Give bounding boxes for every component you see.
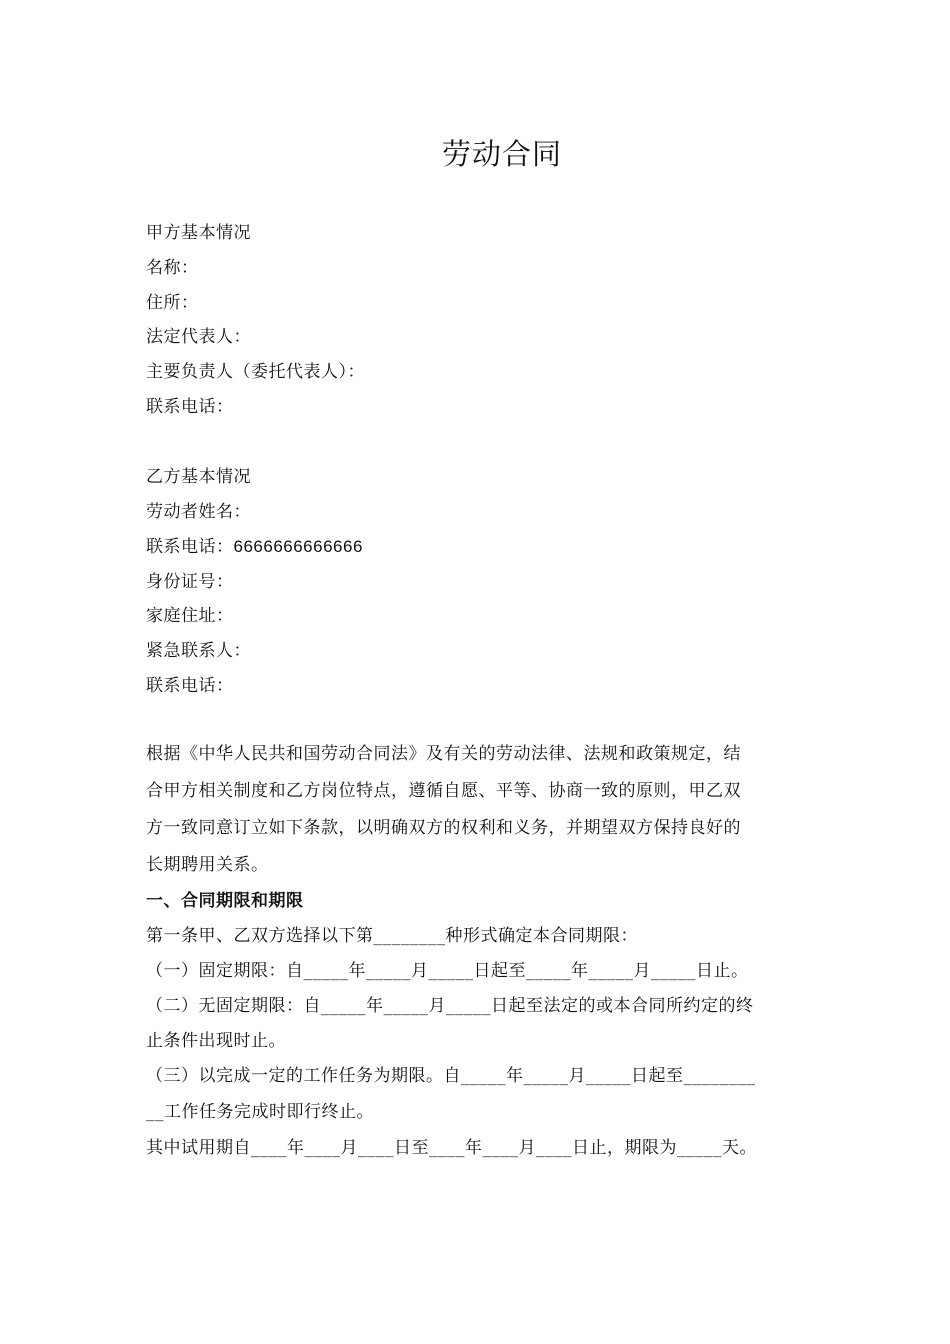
section1-line: （三）以完成一定的工作任务为期限。自_____年_____月_____日起至________ (146, 1066, 756, 1086)
preamble-line: 根据《中华人民共和国劳动合同法》及有关的劳动法律、法规和政策规定，结 (146, 744, 741, 764)
party-a-name: 名称： (146, 258, 199, 278)
party-b-heading: 乙方基本情况 (146, 467, 251, 487)
party-b-home: 家庭住址： (146, 606, 234, 626)
party-b-phone-label: 联系电话： (146, 537, 234, 557)
preamble-line: 长期聘用关系。 (146, 855, 269, 875)
section1-line: __工作任务完成时即行终止。 (146, 1102, 374, 1122)
party-a-legal-rep: 法定代表人： (146, 327, 251, 347)
party-b-phone (146, 532, 363, 557)
party-b-emergency-phone: 联系电话： (146, 676, 234, 696)
party-b-name: 劳动者姓名： (146, 502, 251, 522)
section1-heading: 一、合同期限和期限 (146, 891, 304, 911)
party-b-id: 身份证号： (146, 572, 234, 592)
party-a-address: 住所： (146, 293, 199, 313)
party-b-phone-value: 6666666666666 (233, 537, 363, 556)
section1-line: 止条件出现时止。 (146, 1031, 286, 1051)
party-a-phone: 联系电话： (146, 397, 234, 417)
party-a-principal: 主要负责人（委托代表人）： (146, 362, 365, 382)
party-a-heading: 甲方基本情况 (146, 223, 251, 243)
section1-line: （二）无固定期限：自_____年_____月_____日起至法定的或本合同所约定的终 (146, 996, 754, 1016)
document-title: 劳动合同 (441, 137, 562, 171)
section1-line: 其中试用期自____年____月____日至____年____月____日止，期限为_____天。 (146, 1138, 757, 1158)
preamble-line: 合甲方相关制度和乙方岗位特点，遵循自愿、平等、协商一致的原则，甲乙双 (146, 781, 741, 801)
section1-line: （一）固定期限：自_____年_____月_____日起至_____年_____月_____日止。 (146, 961, 749, 981)
section1-line: 第一条甲、乙双方选择以下第________种形式确定本合同期限： (146, 926, 638, 946)
preamble-line: 方一致同意订立如下条款，以明确双方的权利和义务，并期望双方保持良好的 (146, 818, 741, 838)
party-b-emergency: 紧急联系人： (146, 641, 251, 661)
